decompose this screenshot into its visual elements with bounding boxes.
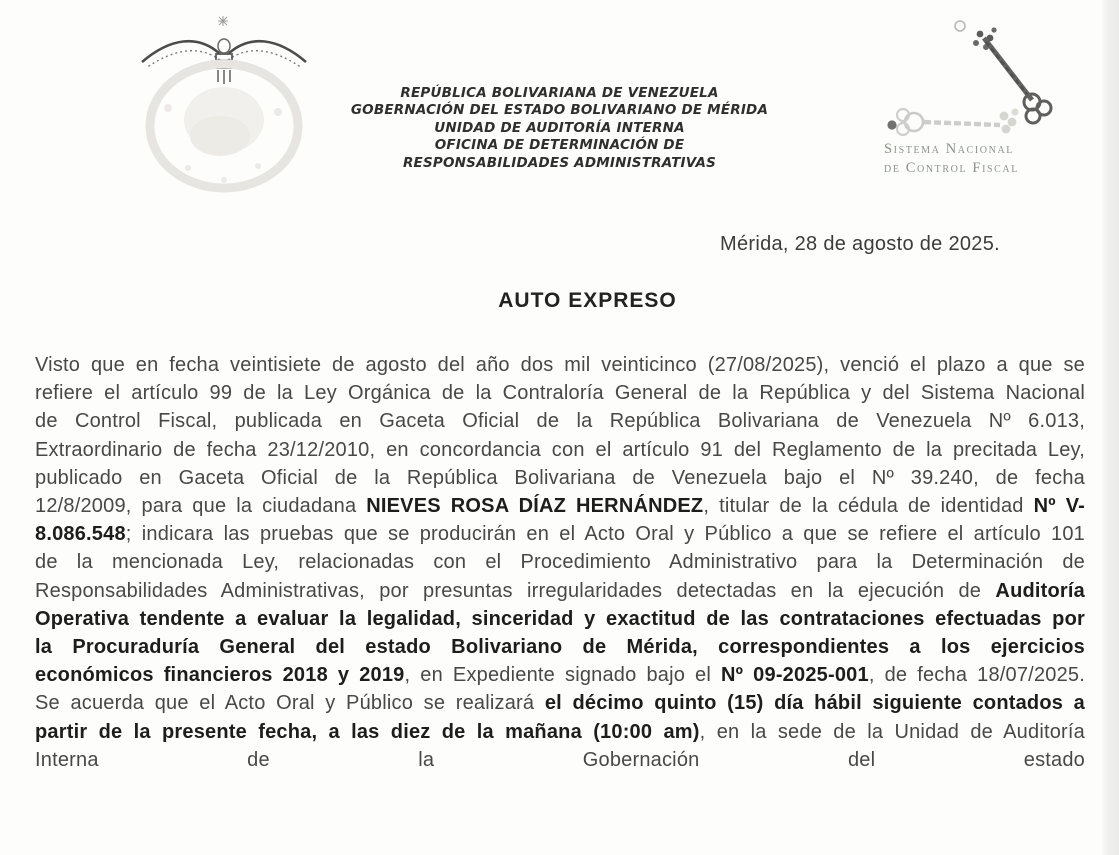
body-text-run: , en la sede de la Unidad de Auditoría Interna de la Gobernación del estado [35,720,1085,771]
letterhead-line: RESPONSABILIDADES ADMINISTRATIVAS [402,154,717,171]
letterhead-line: GOBERNACIÓN DEL ESTADO BOLIVARIANO DE MÉRIDA [350,102,769,119]
sncf-logo-text [884,140,1080,178]
document-title: AUTO EXPRESO [498,289,677,312]
body-text-run: el décimo quinto (15) día hábil siguiente contados a partir de la presente fecha, a las diez de la mañana (10:00 am) [35,692,1085,743]
body-text-run: NIEVES ROSA DÍAZ HERNÁNDEZ [366,495,704,518]
scanner-edge-artifact [1101,0,1119,855]
keys-icon [882,12,1082,142]
body-text-run: , titular de la cédula de identidad [703,495,1034,518]
sncf-logo-text-line1: Sistema Nacional [884,141,1014,157]
body-text-run: Nº V- 8.086.548 [35,495,1085,546]
body-text-run: Visto que en fecha veintisiete de agosto del año dos mil veinticinco (27/08/2025), venció el plazo a que se refiere el artículo 99 de la Ley Orgánica de la Contraloría General de la República y del Sistema Nacional de Control Fiscal, publicada en Gaceta Oficial de la República Bolivariana de Venezuela Nº 6.013, Extraordinario de fecha 23/12/2010, en concordancia con el artículo 91 del Reglamento de la precitada Ley, publicado en Gaceta Oficial de la República Bolivariana de Venezuela bajo el Nº 39.240, de fecha 12/8/2009, para que la ciudadana [35,354,1085,518]
sncf-logo [882,12,1082,187]
body-text-run: Auditoría Operativa tendente a evaluar la legalidad, sinceridad y exactitud de las contrataciones efectuadas por la Procuraduría General del estado Bolivariano de Mérida, correspondientes a los ejercicios económicos financieros 2018 y 2019 [35,579,1085,687]
body-paragraph [35,351,1085,774]
body-text-run: ; indicara las pruebas que se producirán en el Acto Oral y Público a que se refiere el artículo 101 de la mencionada Ley, relacionadas con el Procedimiento Administrativo para la Determinación de Responsabilidades Administrativas, por presuntas irregularidades detectadas en la ejecución de [35,523,1085,602]
body-text-run: , en Expediente signado bajo el [404,664,722,687]
letterhead-line: REPÚBLICA BOLIVARIANA DE VENEZUELA [400,85,719,101]
body-text-run: Nº 09-2025-001 [721,664,869,687]
letterhead-line: UNIDAD DE AUDITORÍA INTERNA [434,119,685,136]
sncf-logo-text-line2: de Control Fiscal [884,160,1019,176]
body-text-run: , de fecha 18/07/2025. Se acuerda que el Acto Oral y Público se realizará [35,664,1085,715]
letterhead-line: OFICINA DE DETERMINACIÓN DE [434,137,685,154]
date-line: Mérida, 28 de agosto de 2025. [719,233,1000,255]
